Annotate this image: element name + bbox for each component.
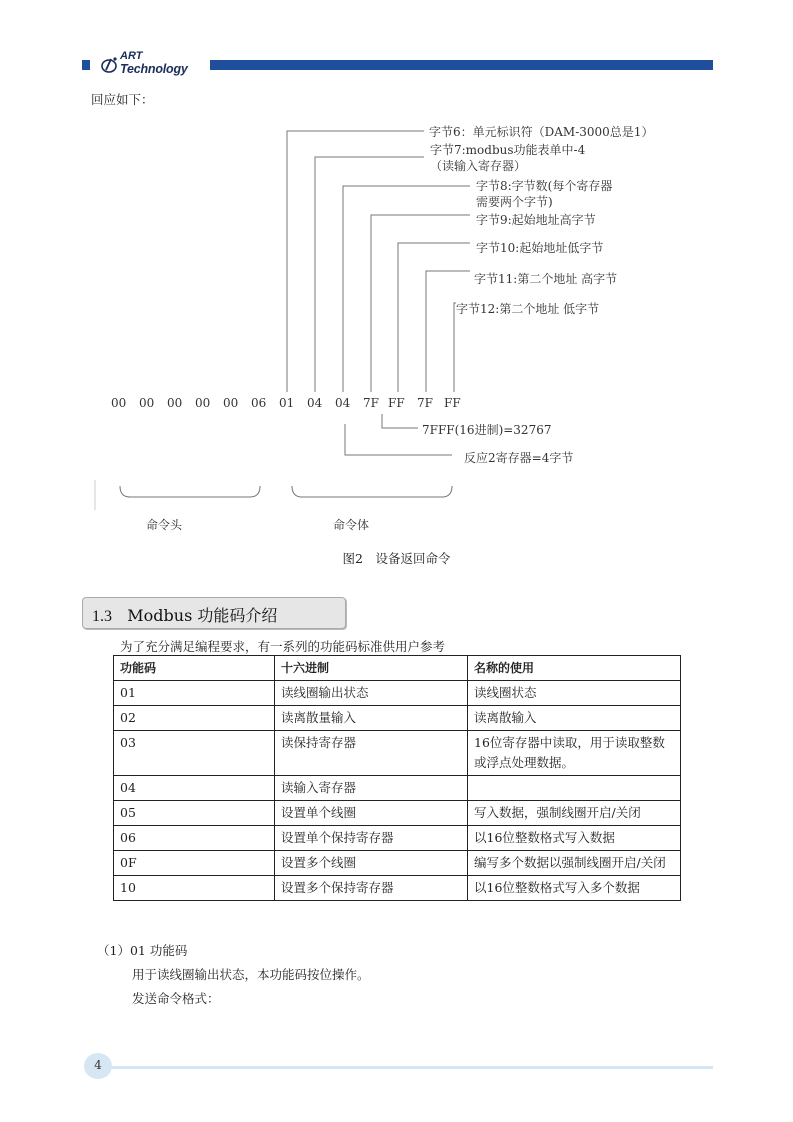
footer-rule — [110, 1066, 713, 1069]
annotation-byte8: 字节8:字节数(每个寄存器 — [476, 179, 613, 193]
column-header: 功能码 — [114, 656, 275, 681]
label-command-head: 命令头 — [146, 518, 183, 532]
section-number: 1.3 — [92, 608, 112, 625]
table-intro: 为了充分满足编程要求，有一系列的功能码标准供用户参考 — [120, 639, 446, 654]
byte-value: 04 — [307, 396, 323, 410]
table-cell: 读离散输入 — [468, 706, 681, 731]
table-cell: 以16位整数格式写入多个数据 — [468, 876, 681, 901]
byte-value: 00 — [195, 396, 211, 410]
annotation-byte6: 字节6：单元标识符（DAM-3000总是1） — [429, 125, 654, 139]
byte-value: 04 — [335, 396, 351, 410]
byte-value: 00 — [167, 396, 183, 410]
note-7fff: 7FFF(16进制)=32767 — [422, 423, 552, 437]
table-cell: 设置单个线圈 — [275, 801, 468, 826]
item-title: （1）01 功能码 — [97, 943, 188, 958]
byte-value: 7F — [363, 396, 379, 410]
table-cell: 读线圈输出状态 — [275, 681, 468, 706]
table-cell: 01 — [114, 681, 275, 706]
annotation-byte7: 字节7:modbus功能表单中-4 — [430, 143, 586, 157]
byte-value: 01 — [279, 396, 295, 410]
item-description: 用于读线圈输出状态，本功能码按位操作。 — [132, 967, 370, 982]
logo-text-technology: Technology — [120, 62, 188, 76]
table-row — [114, 876, 681, 901]
table-row — [114, 801, 681, 826]
table-cell — [468, 776, 681, 801]
page-number-badge — [84, 1053, 112, 1079]
figure-caption: 图2 设备返回命令 — [342, 551, 451, 566]
table-row — [114, 681, 681, 706]
table-cell: 10 — [114, 876, 275, 901]
table-cell: 以16位整数格式写入数据 — [468, 826, 681, 851]
table-cell: 16位寄存器中读取，用于读取整数或浮点处理数据。 — [468, 731, 681, 776]
byte-value: 7F — [417, 396, 433, 410]
annotation-byte12: 字节12:第二个地址 低字节 — [456, 302, 600, 316]
item-format-label: 发送命令格式： — [132, 991, 220, 1006]
annotation-byte9: 字节9:起始地址高字节 — [476, 213, 596, 227]
table-cell: 编写多个数据以强制线圈开启/关闭 — [468, 851, 681, 876]
table-row — [114, 731, 681, 776]
column-header: 名称的使用 — [468, 656, 681, 681]
table-row — [114, 706, 681, 731]
table-header-row — [114, 656, 681, 681]
section-heading — [82, 597, 346, 629]
annotation-byte10: 字节10:起始地址低字节 — [476, 241, 604, 255]
table-row — [114, 826, 681, 851]
section-title: Modbus 功能码介绍 — [127, 606, 278, 625]
table-cell: 读输入寄存器 — [275, 776, 468, 801]
page-number: 4 — [94, 1058, 102, 1072]
table-cell: 写入数据，强制线圈开启/关闭 — [468, 801, 681, 826]
table-cell: 06 — [114, 826, 275, 851]
table-cell: 04 — [114, 776, 275, 801]
table-cell: 设置多个线圈 — [275, 851, 468, 876]
table-cell: 0F — [114, 851, 275, 876]
table-cell: 05 — [114, 801, 275, 826]
table-row — [114, 851, 681, 876]
table-cell: 设置单个保持寄存器 — [275, 826, 468, 851]
label-command-body: 命令体 — [333, 518, 370, 532]
column-header: 十六进制 — [275, 656, 468, 681]
note-register-count: 反应2寄存器=4字节 — [464, 451, 574, 465]
annotation-byte11: 字节11:第二个地址 高字节 — [474, 272, 618, 286]
byte-value: 00 — [111, 396, 127, 410]
response-intro: 回应如下： — [91, 92, 154, 107]
byte-value: 06 — [251, 396, 267, 410]
byte-value: 00 — [223, 396, 239, 410]
table-cell: 读保持寄存器 — [275, 731, 468, 776]
byte-value: 00 — [139, 396, 155, 410]
logo-text-art: ART — [120, 50, 143, 62]
table-cell: 读离散量输入 — [275, 706, 468, 731]
table-cell: 读线圈状态 — [468, 681, 681, 706]
function-code-table — [113, 655, 681, 901]
byte-value: FF — [388, 396, 405, 410]
table-row — [114, 776, 681, 801]
byte-value: FF — [444, 396, 461, 410]
annotation-byte8-sub: 需要两个字节) — [476, 195, 553, 209]
table-cell: 02 — [114, 706, 275, 731]
annotation-byte7-sub: （读输入寄存器） — [430, 159, 527, 173]
response-frame-diagram — [0, 0, 793, 560]
table-cell: 设置多个保持寄存器 — [275, 876, 468, 901]
table-cell: 03 — [114, 731, 275, 776]
